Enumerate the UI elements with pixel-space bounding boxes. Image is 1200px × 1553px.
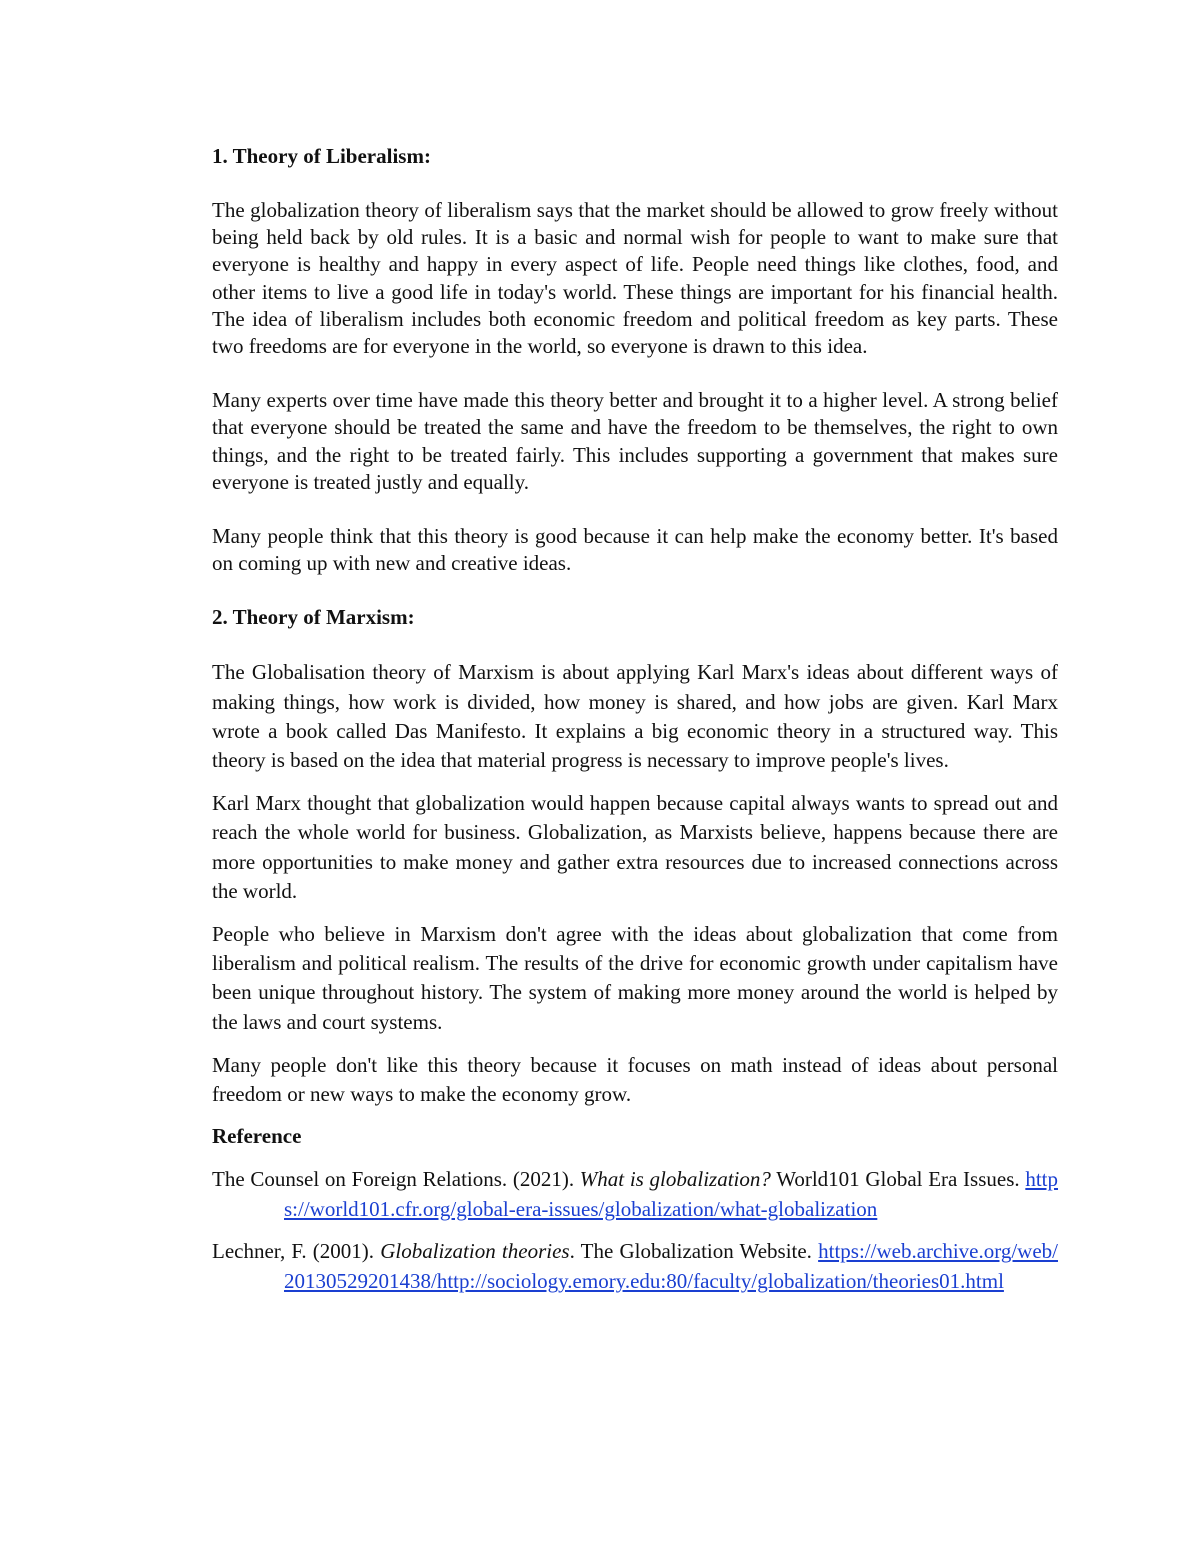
marxism-paragraph-1: The Globalisation theory of Marxism is about applying Karl Marx's ideas about different ways of making things, how work is divided, how money is shared, and how jobs are given. Karl Marx wrote a book called Das Manifesto. It explains a big economic theory in a structured way. This theory is based on the idea that material progress is necessary to improve people's lives. xyxy=(212,660,1058,773)
reference-2-link[interactable]: https://web.archive.org/web/20130529201438/http://sociology.emory.edu:80/faculty/globalization/theories01.html xyxy=(284,1239,1058,1294)
liberalism-paragraph-3: Many people think that this theory is good because it can help make the economy better. It's based on coming up with new and creative ideas. xyxy=(212,524,1058,576)
marxism-paragraph-4: Many people don't like this theory because it focuses on math instead of ideas about personal freedom or new ways to make the economy grow. xyxy=(212,1052,1058,1107)
reference-2-title: Globalization theories xyxy=(380,1239,570,1264)
reference-entry-1 xyxy=(212,1164,1058,1224)
section-heading-liberalism: 1. Theory of Liberalism: xyxy=(212,144,431,168)
reference-1-title: What is globalization? xyxy=(579,1167,771,1192)
reference-2-source: . The Globalization Website. xyxy=(569,1239,819,1264)
reference-2-author: Lechner, F. (2001). xyxy=(212,1239,381,1264)
reference-1-source: World101 Global Era Issues. xyxy=(770,1167,1026,1192)
reference-entry-2 xyxy=(212,1236,1058,1296)
document-page xyxy=(212,143,1058,1296)
reference-heading: Reference xyxy=(212,1124,302,1149)
marxism-paragraph-3: People who believe in Marxism don't agree with the ideas about globalization that come from liberalism and political realism. The results of the drive for economic growth under capitalism have been unique throughout history. The system of making more money around the world is helped by the laws and court systems. xyxy=(212,922,1058,1034)
liberalism-paragraph-2: Many experts over time have made this theory better and brought it to a higher level. A strong belief that everyone should be treated the same and have the freedom to be themselves, the right to own things, and the right to be treated fairly. This includes supporting a government that makes sure everyone is treated justly and equally. xyxy=(212,388,1058,494)
marxism-paragraph-2: Karl Marx thought that globalization would happen because capital always wants to spread out and reach the whole world for business. Globalization, as Marxists believe, happens because there are more opportunities to make money and gather extra resources due to increased connections across the world. xyxy=(212,791,1058,903)
reference-1-link[interactable]: https://world101.cfr.org/global-era-issues/globalization/what-globalization xyxy=(284,1167,1058,1222)
section-heading-marxism: 2. Theory of Marxism: xyxy=(212,605,415,630)
reference-1-author: The Counsel on Foreign Relations. (2021). xyxy=(212,1167,580,1192)
liberalism-paragraph-1: The globalization theory of liberalism says that the market should be allowed to grow freely without being held back by old rules. It is a basic and normal wish for people to want to make sure that everyone is healthy and happy in every aspect of life. People need things like clothes, food, and other items to live a good life in today's world. These things are important for his financial health. The idea of liberalism includes both economic freedom and political freedom as key parts. These two freedoms are for everyone in the world, so everyone is drawn to this idea. xyxy=(212,198,1058,359)
